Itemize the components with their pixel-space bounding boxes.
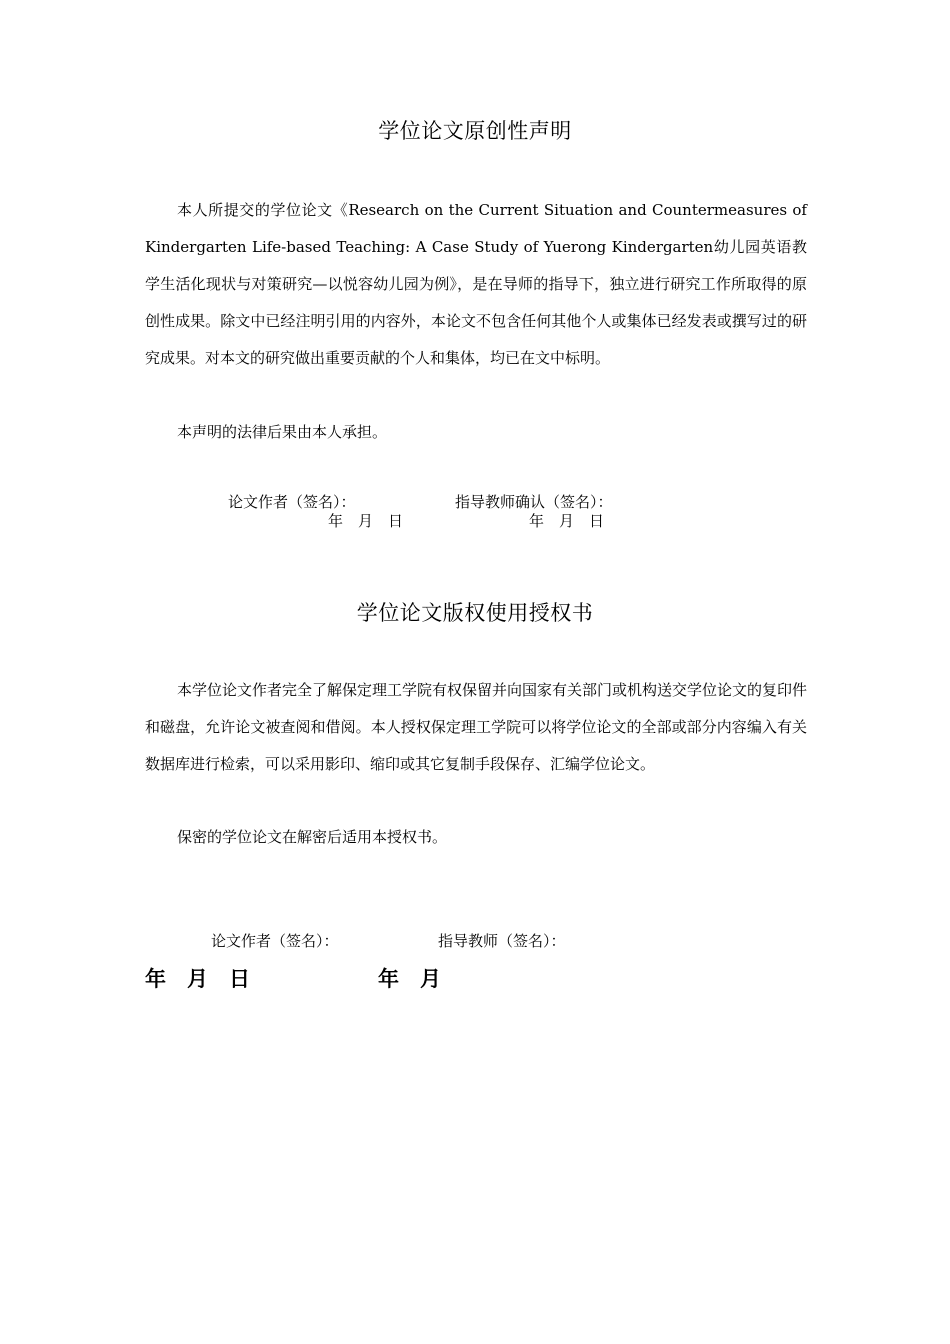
declaration-paragraph: 本人所提交的学位论文《Research on the Current Situation and Countermeasures of Kindergarten Life-based Teaching: A Case Study of Yuerong Kindergarten幼儿园英语教学生活化现状与对策研究—以悦容幼儿园为例》，是在导师的指导下，独立进行研究工作所取得的原创性成果。除文中已经注明引用的内容外，本论文不包含任何其他个人或集体已经发表或撰写过的研究成果。对本文的研究做出重要贡献的个人和集体，均已在文中标明。 <box>145 201 807 367</box>
advisor-signature-label: 指导教师（签名）： <box>438 932 566 950</box>
declaration-title: 学位论文原创性声明 <box>378 119 572 143</box>
declaration-legal-note: 本声明的法律后果由本人承担。 <box>177 423 388 441</box>
authorization-title: 学位论文版权使用授权书 <box>356 601 594 625</box>
author-signature-label: 论文作者（签名）： <box>211 932 339 950</box>
advisor-signature-label: 指导教师确认（签名）： <box>455 493 613 511</box>
advisor-date: 年 月 日 <box>529 512 605 530</box>
author-date: 年 月 日 <box>145 967 250 991</box>
author-date: 年 月 日 <box>328 512 404 530</box>
author-signature-label: 论文作者（签名）： <box>228 493 356 511</box>
authorization-paragraph: 本学位论文作者完全了解保定理工学院有权保留并向国家有关部门或机构送交学位论文的复印件和磁盘，允许论文被查阅和借阅。本人授权保定理工学院可以将学位论文的全部或部分内容编入有关数据库进行检索，可以采用影印、缩印或其它复制手段保存、汇编学位论文。 <box>145 681 808 773</box>
advisor-date: 年 月 <box>378 967 441 991</box>
confidential-note: 保密的学位论文在解密后适用本授权书。 <box>177 828 448 846</box>
